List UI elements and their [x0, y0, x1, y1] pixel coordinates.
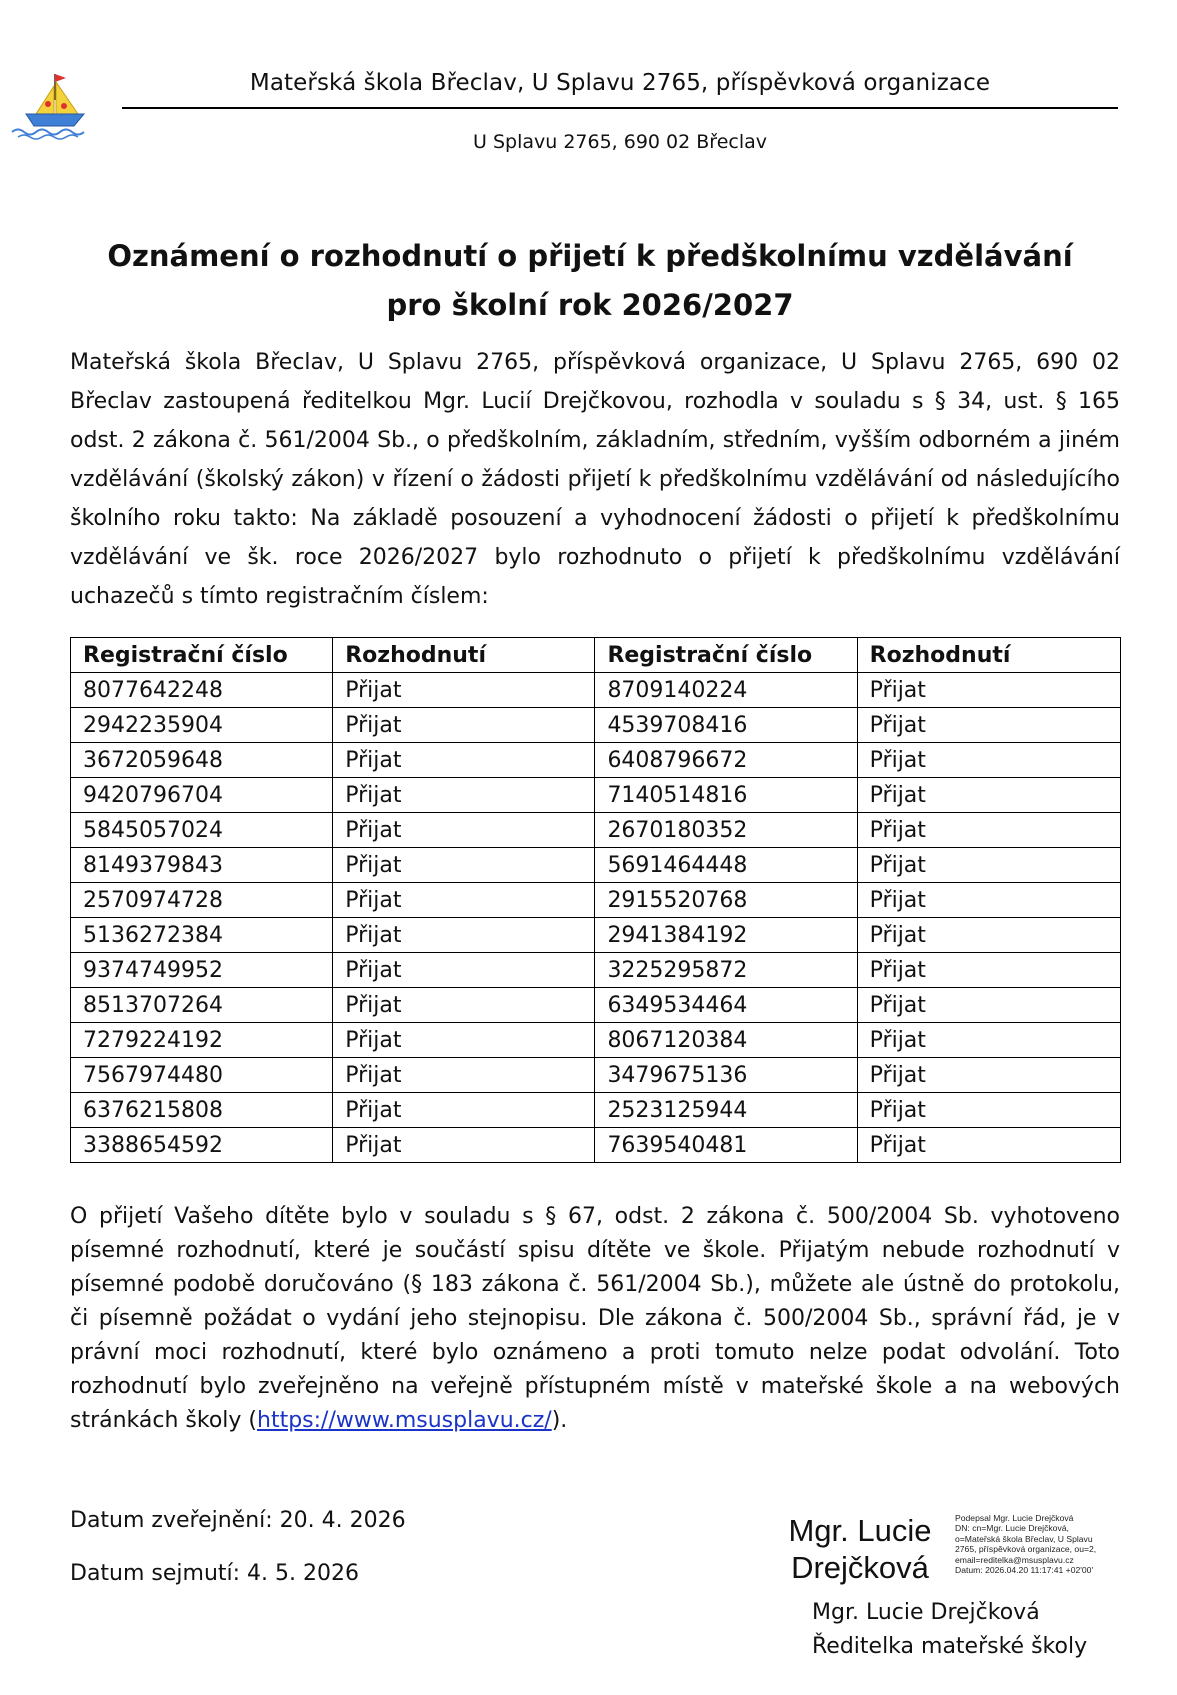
table-row	[71, 848, 1121, 883]
column-header-decision: Rozhodnutí	[333, 638, 595, 673]
signature-detail-line: Datum: 2026.04.20 11:17:41 +02'00'	[955, 1565, 1094, 1576]
decision-cell: Přijat	[857, 848, 1120, 883]
registration-number-cell: 2942235904	[71, 708, 333, 743]
registration-number-cell: 8067120384	[595, 1023, 857, 1058]
title-line-2: pro školní rok 2026/2027	[386, 288, 794, 322]
decision-cell: Přijat	[857, 883, 1120, 918]
table-body	[71, 673, 1121, 1163]
signer-role: Ředitelka mateřské školy	[812, 1634, 1088, 1659]
header-divider	[122, 107, 1118, 109]
table-row	[71, 673, 1121, 708]
decision-cell: Přijat	[857, 953, 1120, 988]
registration-number-cell: 8513707264	[71, 988, 333, 1023]
registration-number-cell: 6408796672	[595, 743, 857, 778]
signature-detail-line: Podepsal Mgr. Lucie Drejčková	[955, 1513, 1074, 1523]
registration-number-cell: 7567974480	[71, 1058, 333, 1093]
registration-number-cell: 5136272384	[71, 918, 333, 953]
decision-cell: Přijat	[857, 1093, 1120, 1128]
registration-number-cell: 6349534464	[595, 988, 857, 1023]
registration-number-cell: 9420796704	[71, 778, 333, 813]
signature-name-line-1: Mgr. Lucie	[788, 1513, 932, 1548]
decision-cell: Přijat	[857, 778, 1120, 813]
registration-number-cell: 5845057024	[71, 813, 333, 848]
signature-detail-line: o=Mateřská škola Břeclav, U Splavu	[955, 1533, 1093, 1544]
registration-number-cell: 8709140224	[595, 673, 857, 708]
column-header-decision: Rozhodnutí	[857, 638, 1120, 673]
school-website-link[interactable]: https://www.msusplavu.cz/	[257, 1408, 552, 1433]
table-row	[71, 778, 1121, 813]
registration-number-cell: 6376215808	[71, 1093, 333, 1128]
intro-paragraph: Mateřská škola Břeclav, U Splavu 2765, příspěvková organizace, U Splavu 2765, 690 02 Břeclav zastoupená ředitelkou Mgr. Lucií Drejčkovou, rozhodla v souladu s § 34, ust. § 165 odst. 2 zákona č. 561/2004 Sb., o předškolním, základním, středním, vyšším odborném a jiném vzdělávání (školský zákon) v řízení o žádosti přijetí k předškolnímu vzdělávání od následujícího školního roku takto: Na základě posouzení a vyhodnocení žádosti o přijetí k předškolnímu vzdělávání ve šk. roce 2026/2027 bylo rozhodnuto o přijetí k předškolnímu vzdělávání uchazečů s tímto registračním číslem:	[70, 350, 1120, 609]
decision-cell: Přijat	[857, 708, 1120, 743]
table-header-row	[71, 638, 1121, 673]
outro-text: O přijetí Vašeho dítěte bylo v souladu s § 67, odst. 2 zákona č. 500/2004 Sb. vyhotoveno písemné rozhodnutí, které je součástí spisu dítěte ve škole. Přijatým nebude rozhodnutí v písemné podobě doručováno (§ 183 zákona č. 561/2004 Sb.), můžete ale ústně do protokolu, či písemně požádat o vydání jeho stejnopisu. Dle zákona č. 500/2004 Sb., správní řád, je v právní moci rozhodnutí, které bylo oznámeno a proti tomuto nelze podat odvolání. Toto rozhodnutí bylo zveřejněno na veřejně přístupném místě v mateřské škole a na webových stránkách školy (	[70, 1204, 1120, 1433]
digital-signature-name	[775, 1512, 945, 1586]
decision-cell: Přijat	[333, 883, 595, 918]
column-header-registration-number: Registrační číslo	[595, 638, 857, 673]
signature-detail-line: 2765, příspěvková organizace, ou=2,	[955, 1544, 1097, 1555]
registration-number-cell: 2670180352	[595, 813, 857, 848]
decision-cell: Přijat	[333, 953, 595, 988]
signature-name-line-2: Drejčková	[791, 1550, 929, 1585]
registration-number-cell: 4539708416	[595, 708, 857, 743]
decision-cell: Přijat	[857, 918, 1120, 953]
digital-signature-details	[955, 1513, 1160, 1575]
table-row	[71, 1023, 1121, 1058]
table-row	[71, 1128, 1121, 1163]
column-header-registration-number: Registrační číslo	[71, 638, 333, 673]
table-row	[71, 918, 1121, 953]
signer-name: Mgr. Lucie Drejčková	[812, 1600, 1040, 1625]
outro-text-end: ).	[551, 1408, 568, 1433]
title-line-1: Oznámení o rozhodnutí o přijetí k předškolnímu vzdělávání	[107, 239, 1073, 273]
decision-cell: Přijat	[333, 708, 595, 743]
decision-cell: Přijat	[857, 1128, 1120, 1163]
registration-number-cell: 3388654592	[71, 1128, 333, 1163]
outro-paragraph	[70, 1200, 1120, 1438]
registration-number-cell: 3225295872	[595, 953, 857, 988]
decision-cell: Přijat	[333, 673, 595, 708]
decision-cell: Přijat	[333, 778, 595, 813]
registration-table	[70, 637, 1121, 1163]
decision-cell: Přijat	[333, 848, 595, 883]
decision-cell: Přijat	[333, 988, 595, 1023]
registration-number-cell: 2941384192	[595, 918, 857, 953]
publication-date: Datum zveřejnění: 20. 4. 2026	[70, 1508, 406, 1533]
decision-cell: Přijat	[333, 1093, 595, 1128]
decision-cell: Přijat	[333, 1128, 595, 1163]
decision-cell: Přijat	[333, 918, 595, 953]
registration-number-cell: 9374749952	[71, 953, 333, 988]
table-row	[71, 1093, 1121, 1128]
registration-number-cell: 2523125944	[595, 1093, 857, 1128]
table-row	[71, 988, 1121, 1023]
table-row	[71, 883, 1121, 918]
decision-cell: Přijat	[857, 813, 1120, 848]
page-title	[60, 232, 1120, 330]
table-row	[71, 1058, 1121, 1093]
decision-cell: Přijat	[857, 1023, 1120, 1058]
signature-detail-line: DN: cn=Mgr. Lucie Drejčková,	[955, 1523, 1069, 1534]
registration-number-cell: 5691464448	[595, 848, 857, 883]
decision-cell: Přijat	[857, 673, 1120, 708]
decision-cell: Přijat	[857, 1058, 1120, 1093]
signer-block	[812, 1596, 1087, 1664]
school-logo-icon	[8, 70, 90, 140]
table-row	[71, 743, 1121, 778]
decision-cell: Přijat	[333, 813, 595, 848]
registration-number-cell: 2570974728	[71, 883, 333, 918]
registration-number-cell: 7639540481	[595, 1128, 857, 1163]
school-address: U Splavu 2765, 690 02 Břeclav	[473, 131, 767, 153]
registration-number-cell: 8149379843	[71, 848, 333, 883]
school-name: Mateřská škola Břeclav, U Splavu 2765, příspěvková organizace	[249, 70, 991, 96]
decision-cell: Přijat	[333, 743, 595, 778]
registration-number-cell: 7140514816	[595, 778, 857, 813]
table-row	[71, 708, 1121, 743]
removal-date: Datum sejmutí: 4. 5. 2026	[70, 1561, 359, 1586]
signature-detail-line: email=reditelka@msusplavu.cz	[955, 1554, 1074, 1565]
registration-number-cell: 3479675136	[595, 1058, 857, 1093]
decision-cell: Přijat	[857, 743, 1120, 778]
table-row	[71, 813, 1121, 848]
decision-cell: Přijat	[857, 988, 1120, 1023]
decision-cell: Přijat	[333, 1023, 595, 1058]
decision-cell: Přijat	[333, 1058, 595, 1093]
registration-number-cell: 7279224192	[71, 1023, 333, 1058]
registration-number-cell: 8077642248	[71, 673, 333, 708]
table-row	[71, 953, 1121, 988]
registration-number-cell: 2915520768	[595, 883, 857, 918]
registration-number-cell: 3672059648	[71, 743, 333, 778]
